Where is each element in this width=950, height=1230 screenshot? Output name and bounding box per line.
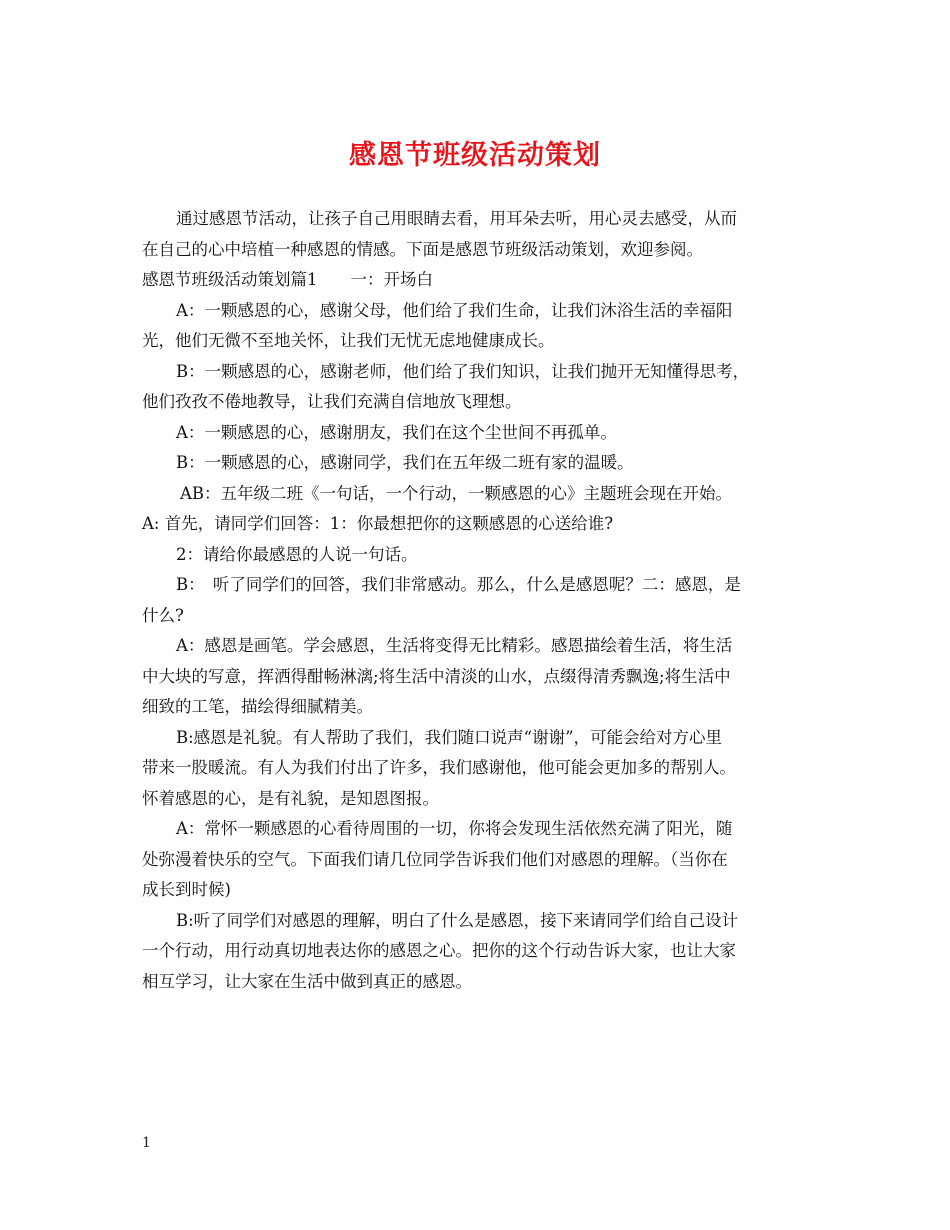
paragraph-line: B：一颗感恩的心，感谢老师，他们给了我们知识，让我们抛开无知懂得思考， xyxy=(176,361,750,381)
paragraph-line: 通过感恩节活动，让孩子自己用眼睛去看，用耳朵去听，用心灵去感受，从而 xyxy=(176,209,737,228)
paragraph-line: A: 首先，请同学们回答：1：你最想把你的这颗感恩的心送给谁? xyxy=(142,514,614,533)
document-body xyxy=(142,204,812,997)
paragraph-line: A：一颗感恩的心，感谢朋友，我们在这个尘世间不再孤单。 xyxy=(176,422,617,442)
paragraph-line: B：一颗感恩的心，感谢同学，我们在五年级二班有家的温暖。 xyxy=(176,453,634,472)
paragraph-line: A：感恩是画笔。学会感恩，生活将变得无比精彩。感恩描绘着生活，将生活 xyxy=(176,636,733,655)
document-title: 感恩节班级活动策划 xyxy=(349,140,601,171)
paragraph-line: 怀着感恩的心，是有礼貌，是知恩图报。 xyxy=(142,788,439,808)
paragraph-line: B： 听了同学们的回答，我们非常感动。那么，什么是感恩呢？二：感恩，是 xyxy=(176,575,741,594)
paragraph-line: 什么? xyxy=(142,605,184,625)
paragraph-line: 处弥漫着快乐的空气。下面我们请几位同学告诉我们他们对感恩的理解。（当你在 xyxy=(142,849,728,869)
paragraph-line: A：常怀一颗感恩的心看待周围的一切，你将会发现生活依然充满了阳光，随 xyxy=(176,819,733,838)
paragraph-line: 在自己的心中培植一种感恩的情感。下面是感恩节班级活动策划，欢迎参阅。 xyxy=(142,239,703,259)
section-heading: 感恩节班级活动策划篇1 一：开场白 xyxy=(142,270,433,289)
paragraph-line: 带来一股暖流。有人为我们付出了许多，我们感谢他，他可能会更加多的帮别人。 xyxy=(142,758,736,777)
paragraph-line: 他们孜孜不倦地教导，让我们充满自信地放飞理想。 xyxy=(142,392,522,411)
paragraph-line: A：一颗感恩的心，感谢父母，他们给了我们生命，让我们沐浴生活的幸福阳 xyxy=(176,300,733,320)
paragraph-line: 成长到时候) xyxy=(142,880,231,899)
paragraph-line: 细致的工笔，描绘得细腻精美。 xyxy=(142,697,373,716)
paragraph-line: 一个行动，用行动真切地表达你的感恩之心。把你的这个行动告诉大家，也让大家 xyxy=(142,941,736,960)
page-number: 1 xyxy=(142,1135,151,1151)
paragraph-line: 光，他们无微不至地关怀，让我们无忧无虑地健康成长。 xyxy=(142,331,555,350)
paragraph-line: B:听了同学们对感恩的理解，明白了什么是感恩，接下来请同学们给自己设计 xyxy=(176,910,739,930)
paragraph-line: AB：五年级二班《一句话，一个行动，一颗感恩的心》主题班会现在开始。 xyxy=(180,483,733,503)
paragraph-line: 相互学习，让大家在生活中做到真正的感恩。 xyxy=(142,971,472,991)
paragraph-line: 中大块的写意，挥洒得酣畅淋漓;将生活中清淡的山水，点缀得清秀飘逸;将生活中 xyxy=(142,666,731,686)
paragraph-line: 2：请给你最感恩的人说一句话。 xyxy=(176,544,418,564)
paragraph-line: B:感恩是礼貌。有人帮助了我们，我们随口说声“谢谢”，可能会给对方心里 xyxy=(176,727,723,747)
